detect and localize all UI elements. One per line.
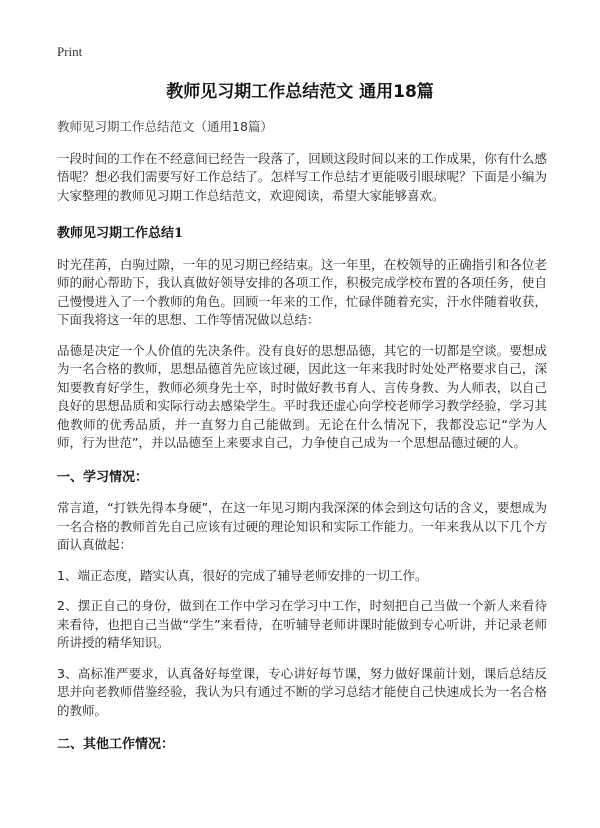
study-item-2: 2、摆正自己的身份，做到在工作中学习在学习中工作，时刻把自己当做一个新人来看待来看待，也把自己当做“学生”来看待，在听辅导老师讲课时能做到专心听讲，并记录老师所讲授的精华知识。: [57, 598, 547, 650]
section-heading-other-work: 二、其他工作情况：: [57, 737, 175, 752]
print-link[interactable]: Print: [57, 44, 83, 59]
intro-paragraph: 一段时间的工作在不经意间已经告一段落了，回顾这段时间以来的工作成果，你有什么感悟呢？想必我们需要写好工作总结了。怎样写工作总结才更能吸引眼球呢？下面是小编为大家整理的教师见习期工作总结范文，欢迎阅读，希望大家能够喜欢。: [57, 150, 547, 203]
document-body: [57, 118, 547, 767]
document-subtitle: 教师见习期工作总结范文（通用18篇）: [57, 119, 273, 134]
study-item-1: 1、端正态度，踏实认真，很好的完成了辅导老师安排的一切工作。: [57, 567, 428, 583]
section-heading-summary-1: 教师见习期工作总结1: [57, 226, 184, 241]
summary-1-paragraph-1: 时光荏苒，白驹过隙，一年的见习期已经结束。这一年里，在校领导的正确指引和各位老师的耐心帮助下，我认真做好领导安排的各项工作，积极完成学校布置的各项任务，使自己慢慢进入了一个教师的角色。回顾一年来的工作，忙碌伴随着充实，汗水伴随着收获，下面我将这一年的思想、工作等情况做以总结：: [57, 256, 547, 327]
summary-1-paragraph-2: 品德是决定一个人价值的先决条件。没有良好的思想品德，其它的一切都是空谈。要想成为一名合格的教师，思想品德首先应该过硬，因此这一年来我时时处处严格要求自己，深知要教育好学生，教师必须身先士卒，时时做好教书育人、言传身教、为人师表，以自己良好的思想品质和实际行动去感染学生。平时我还虚心向学校老师学习教学经验，学习其他教师的优秀品质，并一直努力自己能做到。无论在什么情况下，我都没忘记“学为人师，行为世范”，并以品德至上来要求自己，力争使自己成为一个思想品德过硬的人。: [57, 342, 547, 450]
page-title: 教师见习期工作总结范文 通用18篇: [166, 82, 434, 102]
study-item-3: 3、高标准严要求，认真备好每堂课，专心讲好每节课，努力做好课前计划，课后总结反思并向老教师借鉴经验，我认为只有通过不断的学习总结才能使自己快速成长为一名合格的教师。: [57, 665, 547, 718]
section-heading-study: 一、学习情况：: [57, 469, 149, 485]
study-intro-paragraph: 常言道，“打铁先得本身硬”，在这一年见习期内我深深的体会到这句话的含义，要想成为一名合格的教师首先自己应该有过硬的理论知识和实际工作能力。一年来我从以下几个方面认真做起：: [57, 500, 547, 552]
